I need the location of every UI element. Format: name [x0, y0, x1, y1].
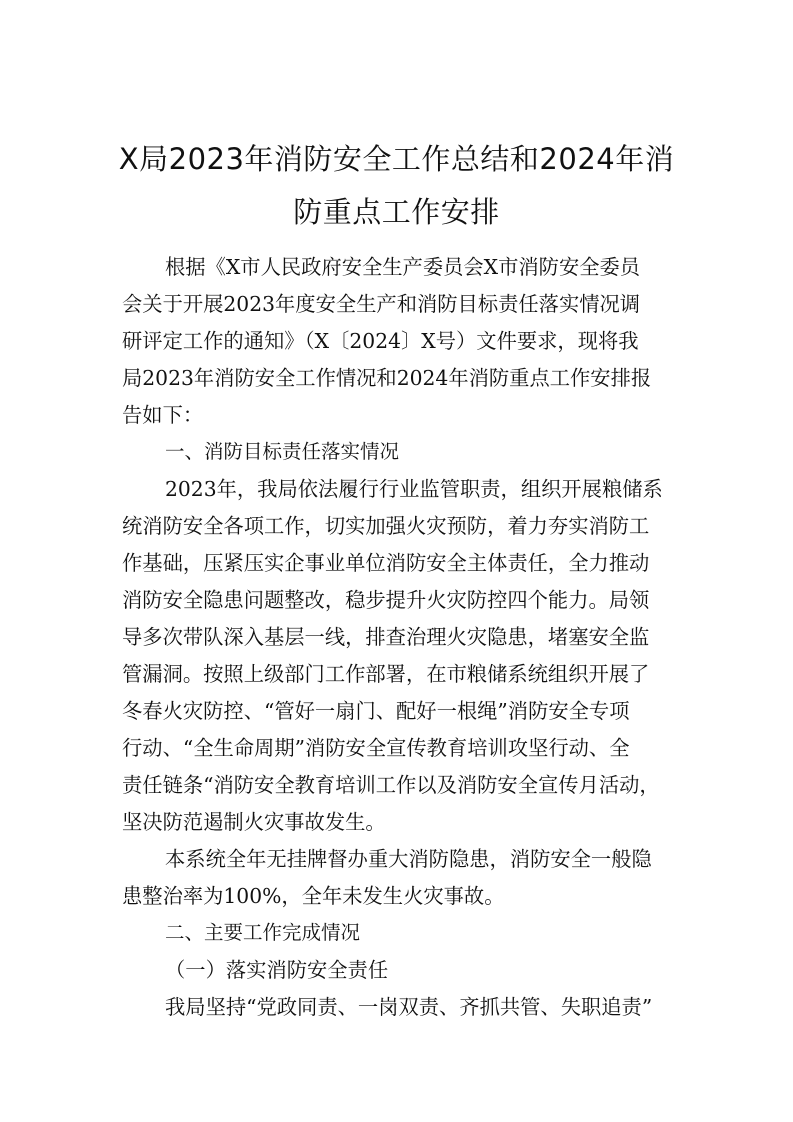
intro-paragraph-line: 告如下：	[122, 403, 204, 427]
body-paragraph-line: 导多次带队深入基层一线，排查治理火灾隐患，堵塞安全监	[122, 625, 650, 649]
body-paragraph-line: 我局坚持“党政同责、一岗双责、齐抓共管、失职追责”	[165, 995, 653, 1019]
body-paragraph-line: 本系统全年无挂牌督办重大消防隐患，消防安全一般隐	[165, 847, 652, 871]
intro-paragraph-line: 研评定工作的通知》（X〔2024〕X号）文件要求，现将我	[122, 329, 639, 353]
body-paragraph-line: 冬春火灾防控、“管好一扇门、配好一根绳”消防安全专项	[122, 699, 630, 723]
intro-paragraph-line: 局2023年消防安全工作情况和2024年消防重点工作安排报	[122, 366, 652, 390]
body-paragraph-line: 责任链条“消防安全教育培训工作以及消防安全宣传月活动，	[122, 773, 660, 797]
intro-paragraph-line: 根据《X市人民政府安全生产委员会X市消防安全委员	[165, 255, 641, 279]
body-paragraph-line: 坚决防范遏制火灾事故发生。	[122, 810, 386, 834]
body-paragraph-line: 患整治率为100%，全年未发生火灾事故。	[122, 884, 505, 908]
body-paragraph-line: 消防安全隐患问题整改，稳步提升火灾防控四个能力。局领	[122, 588, 650, 612]
body-paragraph-line: 管漏洞。按照上级部门工作部署，在市粮储系统组织开展了	[122, 662, 650, 686]
body-paragraph-line: 行动、“全生命周期”消防安全宣传教育培训攻坚行动、全	[122, 736, 630, 760]
subsection-heading-1: （一）落实消防安全责任	[165, 958, 389, 982]
section-heading-1: 一、消防目标责任落实情况	[165, 440, 400, 463]
body-paragraph-line: 统消防安全各项工作，切实加强火灾预防，着力夯实消防工	[122, 514, 650, 538]
document-title-line-2: 防重点工作安排	[293, 195, 500, 229]
document-title-line-1: X局2023年消防安全工作总结和2024年消	[118, 142, 675, 176]
body-paragraph-line: 2023年，我局依法履行行业监管职责，组织开展粮储系	[165, 477, 663, 501]
section-heading-2: 二、主要工作完成情况	[165, 921, 361, 944]
body-paragraph-line: 作基础，压紧压实企事业单位消防安全主体责任，全力推动	[122, 551, 650, 575]
intro-paragraph-line: 会关于开展2023年度安全生产和消防目标责任落实情况调	[122, 292, 641, 316]
